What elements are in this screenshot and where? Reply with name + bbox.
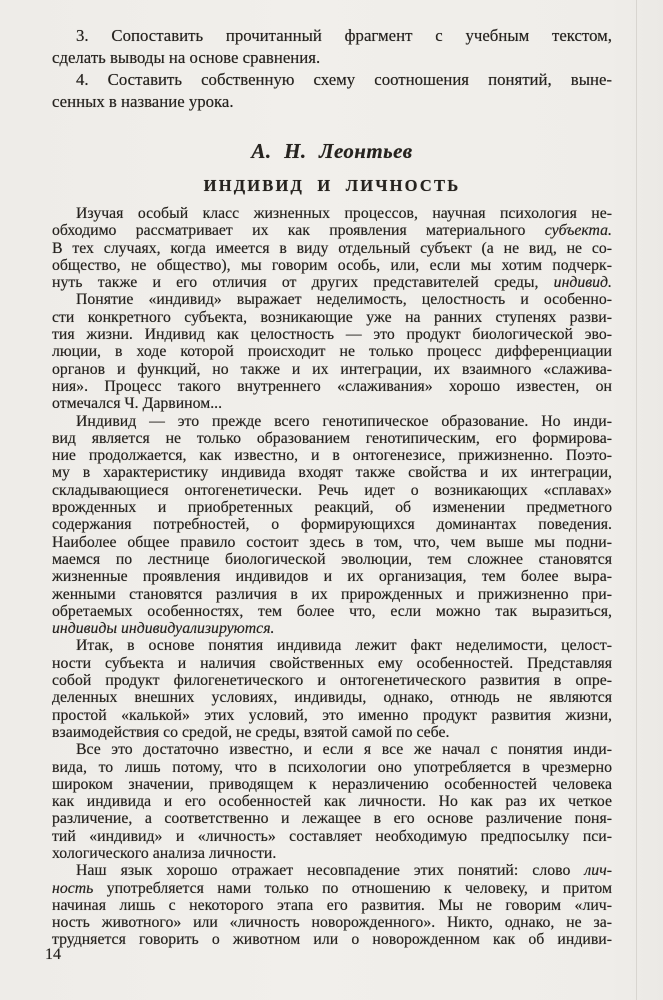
text-line [52, 413, 612, 430]
text-line [52, 291, 612, 308]
text-line [52, 672, 612, 689]
paragraph [52, 637, 612, 741]
text-segment: ность животного» или «личность новорожденного». Никто, однако, не за- [52, 914, 612, 932]
text-line [52, 91, 612, 113]
text-line [52, 845, 612, 862]
text-segment: как индивида и его особенностей как личности. Но как раз их четкое [52, 793, 612, 811]
emphasized-text: индивиды индивидуализируются. [52, 620, 275, 638]
text-line [52, 776, 612, 793]
author-heading: А. Н. Леонтьев [251, 139, 413, 163]
text-segment: ние продолжается, как известно, и в онтогенезисе, прижизненно. Поэто- [52, 447, 612, 465]
text-line [52, 47, 612, 69]
text-segment: Индивид — это прежде всего генотипическое образование. Но инди- [76, 412, 612, 430]
text-segment: вида, то лишь потому, что в психологии оно употребляется в чрезмерно [52, 758, 612, 776]
text-segment: 4. Составить собственную схему соотношения понятий, выне- [76, 70, 612, 89]
text-segment: сенных в название урока. [52, 92, 234, 111]
text-segment: тий «индивид» и «личность» составляет необходимую предпосылку пси- [52, 827, 612, 845]
task-item [52, 25, 612, 69]
text-segment: жизненные проявления индивидов и их организация, тем более выра- [52, 568, 612, 586]
text-line [52, 378, 612, 395]
text-segment: сделать выводы на основе сравнения. [52, 48, 321, 67]
text-line [52, 689, 612, 706]
text-segment: органов и функций, но также и их интеграции, их взаимного «слажива- [52, 360, 612, 378]
text-line [52, 793, 612, 810]
emphasized-text: ность [52, 879, 107, 897]
text-line [52, 464, 612, 481]
text-segment: деленных внешних условиях, индивиды, однако, отнюдь не являются [52, 689, 612, 707]
text-line [52, 25, 612, 47]
text-segment: различение, а соответственно и лежащее в его основе различение поня- [52, 810, 612, 828]
text-line [52, 69, 612, 91]
text-segment: му в характеристику индивида входят также свойства и их интеграции, [52, 464, 612, 482]
paragraph [52, 413, 612, 638]
text-line [52, 516, 612, 533]
text-line [52, 240, 612, 257]
text-line [52, 637, 612, 654]
text-segment: собой продукт филогенетического и онтогенетического развития в опре- [52, 672, 612, 690]
article-body [52, 205, 612, 949]
text-segment: маемся по лестнице биологической эволюции, тем сложнее становятся [52, 550, 612, 568]
text-segment: нуть также и его отличия от других представителей среды, [52, 274, 554, 292]
text-line [52, 205, 612, 222]
text-line [52, 361, 612, 378]
page-number: 14 [45, 946, 61, 963]
text-line [52, 430, 612, 447]
text-segment: складывающиеся онтогенетически. Речь идет о возникающих «сплавах» [52, 481, 612, 499]
text-segment: взаимодействия со средой, не среды, взятой самой по себе. [52, 723, 450, 741]
text-segment: Наиболее общее правило состоит здесь в том, что, чем выше мы подни- [52, 533, 612, 551]
text-line [52, 447, 612, 464]
text-line [52, 862, 612, 879]
text-line [52, 603, 612, 620]
text-line [52, 499, 612, 516]
emphasized-text: индивид. [553, 274, 612, 292]
emphasized-text: субъекта. [544, 222, 612, 240]
text-segment: хологического анализа личности. [52, 844, 277, 862]
text-segment: общество, не общество), мы говорим особь, или, если мы хотим подчерк- [52, 256, 612, 274]
text-line [52, 586, 612, 603]
text-segment: тия жизни. Индивид как целостность — это продукт биологической эво- [52, 326, 612, 344]
text-line [52, 534, 612, 551]
text-line [52, 828, 612, 845]
text-line [52, 724, 612, 741]
task-item [52, 69, 612, 113]
text-segment: обретаемых особенностях, тем более что, если можно так выразиться, [52, 602, 612, 620]
text-segment: широком значении, приводящем к неразличению особенностей человека [52, 775, 612, 793]
article-title: ИНДИВИД И ЛИЧНОСТЬ [203, 176, 461, 195]
text-segment: Все это достаточно известно, и если я все же начал с понятия инди- [76, 741, 612, 759]
text-segment: трудняется говорить о животном или о новорожденном как об индиви- [52, 931, 612, 949]
text-line [52, 343, 612, 360]
text-segment: отмечался Ч. Дарвином... [52, 395, 223, 413]
paragraph [52, 205, 612, 291]
text-line [52, 309, 612, 326]
text-segment: врожденных и приобретенных реакций, об изменении предметного [52, 499, 612, 517]
task-list [52, 25, 612, 113]
text-segment: содержания потребностей, о формирующихся доминантах поведения. [52, 516, 612, 534]
text-segment: женными становятся различия в их прирожденных и прижизненно при- [52, 585, 612, 603]
text-line [52, 759, 612, 776]
text-line [52, 707, 612, 724]
text-line [52, 257, 612, 274]
text-line [52, 326, 612, 343]
text-line [52, 568, 612, 585]
text-segment: употребляется нами только по отношению к человеку, и притом [106, 879, 613, 897]
text-segment: простой «калькой» этих условий, это именно продукт развития жизни, [52, 706, 612, 724]
text-line [52, 931, 612, 948]
text-line [52, 620, 612, 637]
text-segment: вид является не только образованием генотипическим, его формирова- [52, 429, 612, 447]
text-segment: В тех случаях, когда имеется в виду отдельный субъект (а не вид, не со- [52, 239, 612, 257]
paragraph [52, 291, 612, 412]
text-segment: обходимо рассматривает их как проявления материального [52, 222, 545, 240]
text-line [52, 897, 612, 914]
emphasized-text: лич- [584, 862, 612, 880]
text-segment: Итак, в основе понятия индивида лежит факт неделимости, целост- [76, 637, 612, 655]
text-line [52, 741, 612, 758]
text-line [52, 810, 612, 827]
text-segment: Понятие «индивид» выражает неделимость, целостность и особенно- [76, 291, 612, 309]
text-segment: начиная лишь с некоторого этапа его развития. Мы не говорим «лич- [52, 896, 612, 914]
text-line [52, 880, 612, 897]
text-line [52, 482, 612, 499]
text-line [52, 274, 612, 291]
text-line [52, 395, 612, 412]
text-segment: 3. Сопоставить прочитанный фрагмент с учебным текстом, [76, 26, 612, 45]
paragraph [52, 862, 612, 948]
text-segment: Изучая особый класс жизненных процессов, научная психология не- [76, 205, 612, 222]
text-segment: ния». Процесс такого внутреннего «слаживания» хорошо известен, он [52, 377, 612, 395]
text-line [52, 655, 612, 672]
text-segment: сти конкретного субъекта, возникающие уже на ранних ступенях разви- [52, 308, 612, 326]
text-segment: ности субъекта и наличия свойственных ему особенностей. Представляя [52, 654, 612, 672]
paragraph [52, 741, 612, 862]
scan-edge-line [636, 0, 637, 1000]
text-segment: Наш язык хорошо отражает несовпадение этих понятий: слово [76, 862, 585, 880]
text-line [52, 222, 612, 239]
text-line [52, 914, 612, 931]
text-line [52, 551, 612, 568]
text-segment: люции, в ходе которой происходит не только процесс дифференциации [52, 343, 612, 361]
